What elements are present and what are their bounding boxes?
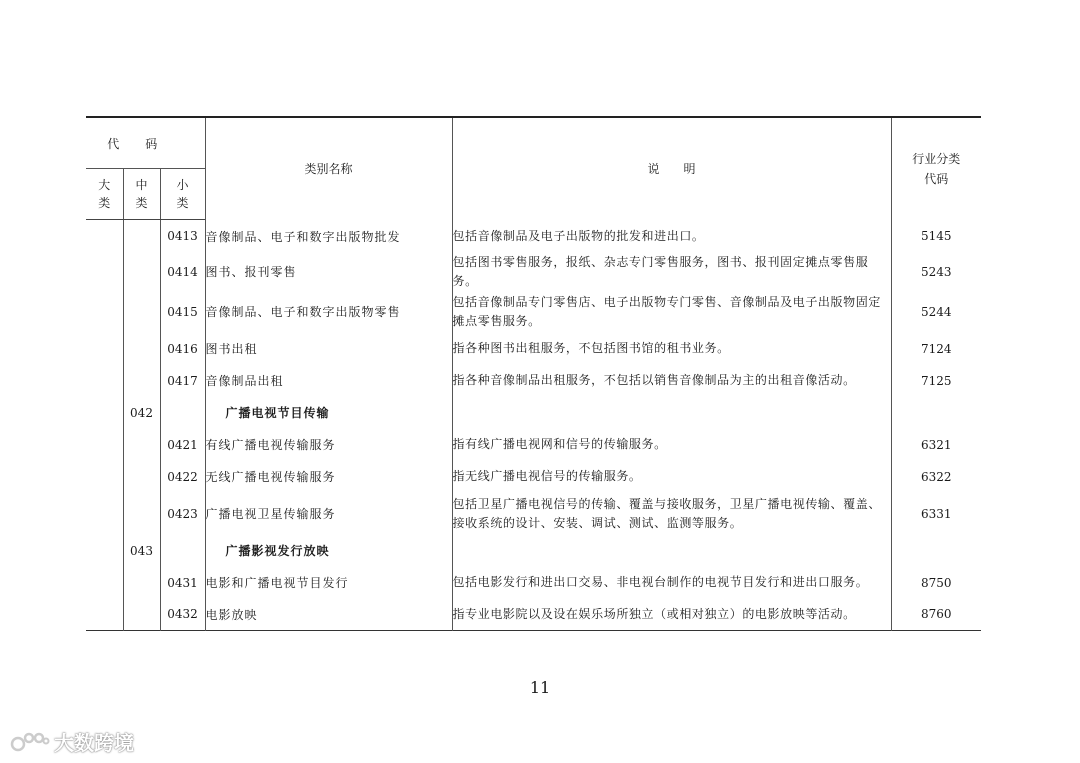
minor-code: 0421 <box>160 429 205 461</box>
minor-code <box>160 535 205 567</box>
header-category-name: 类别名称 <box>205 117 452 220</box>
category-description: 指无线广播电视信号的传输服务。 <box>452 461 891 493</box>
medium-code <box>123 333 160 365</box>
header-description <box>452 117 891 220</box>
header-minor: 小类 <box>160 169 205 220</box>
category-name: 电影放映 <box>205 599 452 631</box>
table-row <box>86 429 981 461</box>
category-name: 有线广播电视传输服务 <box>205 429 452 461</box>
watermark <box>10 727 134 756</box>
category-description: 指各种音像制品出租服务，不包括以销售音像制品为主的出租音像活动。 <box>452 365 891 397</box>
medium-code: 043 <box>123 535 160 567</box>
table-row <box>86 599 981 631</box>
category-description <box>452 535 891 567</box>
minor-code: 0432 <box>160 599 205 631</box>
category-description: 包括卫星广播电视信号的传输、覆盖与接收服务，卫星广播电视传输、覆盖、接收系统的设计、安装、调试、测试、监测等服务。 <box>452 493 891 535</box>
medium-code <box>123 567 160 599</box>
industry-code: 6331 <box>891 493 981 535</box>
watermark-text: 大数跨境 <box>54 731 134 755</box>
medium-code <box>123 461 160 493</box>
category-name: 图书、报刊零售 <box>205 253 452 291</box>
category-name: 电影和广播电视节目发行 <box>205 567 452 599</box>
header-major: 大类 <box>86 169 123 220</box>
minor-code: 0423 <box>160 493 205 535</box>
table-row <box>86 461 981 493</box>
table-row <box>86 291 981 333</box>
industry-code <box>891 397 981 429</box>
table-row <box>86 220 981 253</box>
industry-code: 7125 <box>891 365 981 397</box>
industry-code: 5244 <box>891 291 981 333</box>
table-row-section <box>86 397 981 429</box>
header-industry-code <box>891 117 981 220</box>
medium-code <box>123 253 160 291</box>
category-description: 包括图书零售服务，报纸、杂志专门零售服务，图书、报刊固定摊点零售服务。 <box>452 253 891 291</box>
medium-code <box>123 220 160 253</box>
industry-code: 5145 <box>891 220 981 253</box>
minor-code: 0413 <box>160 220 205 253</box>
category-description: 指各种图书出租服务，不包括图书馆的租书业务。 <box>452 333 891 365</box>
industry-code: 8760 <box>891 599 981 631</box>
category-name: 广播影视发行放映 <box>205 535 452 567</box>
category-name: 音像制品出租 <box>205 365 452 397</box>
industry-code: 8750 <box>891 567 981 599</box>
category-description: 包括音像制品专门零售店、电子出版物专门零售、音像制品及电子出版物固定摊点零售服务。 <box>452 291 891 333</box>
category-description: 包括音像制品及电子出版物的批发和进出口。 <box>452 220 891 253</box>
table-row <box>86 333 981 365</box>
category-description: 指专业电影院以及设在娱乐场所独立（或相对独立）的电影放映等活动。 <box>452 599 891 631</box>
medium-code <box>123 291 160 333</box>
category-name: 无线广播电视传输服务 <box>205 461 452 493</box>
medium-code <box>123 493 160 535</box>
medium-code: 042 <box>123 397 160 429</box>
minor-code: 0431 <box>160 567 205 599</box>
minor-code <box>160 397 205 429</box>
industry-code <box>891 535 981 567</box>
table-row <box>86 253 981 291</box>
minor-code: 0414 <box>160 253 205 291</box>
header-industry-code-line2: 代码 <box>924 171 949 186</box>
page-number: 11 <box>529 678 551 697</box>
industry-code: 6322 <box>891 461 981 493</box>
category-name: 音像制品、电子和数字出版物批发 <box>205 220 452 253</box>
table-row <box>86 493 981 535</box>
header-industry-code-line1: 行业分类 <box>912 151 961 166</box>
industry-code: 7124 <box>891 333 981 365</box>
industry-code: 5243 <box>891 253 981 291</box>
minor-code: 0417 <box>160 365 205 397</box>
table-row <box>86 567 981 599</box>
header-description-label: 说明 <box>647 162 720 177</box>
category-name: 广播电视节目传输 <box>205 397 452 429</box>
minor-code: 0415 <box>160 291 205 333</box>
minor-code: 0416 <box>160 333 205 365</box>
medium-code <box>123 429 160 461</box>
header-medium: 中类 <box>123 169 160 220</box>
category-description <box>452 397 891 429</box>
watermark-logo-icon <box>10 730 50 754</box>
category-description: 包括电影发行和进出口交易、非电视台制作的电视节目发行和进出口服务。 <box>452 567 891 599</box>
table-row <box>86 365 981 397</box>
category-name: 音像制品、电子和数字出版物零售 <box>205 291 452 333</box>
category-name: 图书出租 <box>205 333 452 365</box>
medium-code <box>123 365 160 397</box>
category-description: 指有线广播电视网和信号的传输服务。 <box>452 429 891 461</box>
classification-table <box>86 116 981 631</box>
header-code-group: 代码 <box>86 117 205 169</box>
table-row-section <box>86 535 981 567</box>
category-name: 广播电视卫星传输服务 <box>205 493 452 535</box>
medium-code <box>123 599 160 631</box>
industry-code: 6321 <box>891 429 981 461</box>
major-code-cell <box>86 220 123 631</box>
minor-code: 0422 <box>160 461 205 493</box>
